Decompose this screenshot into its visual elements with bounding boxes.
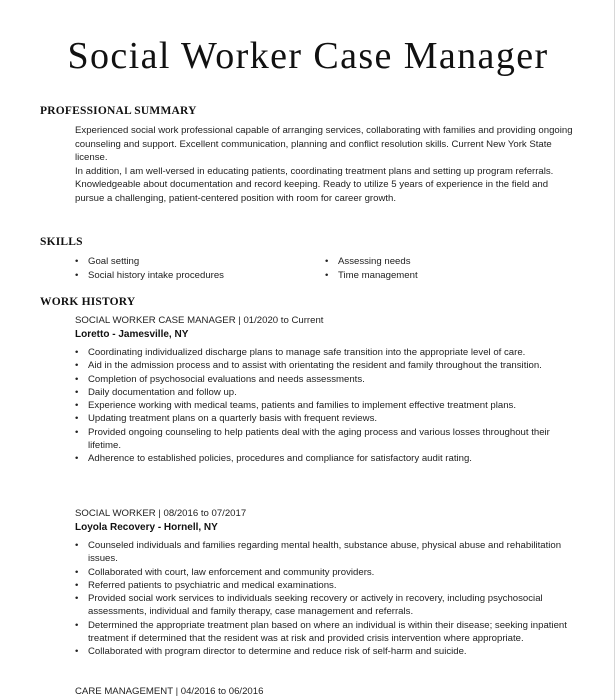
skill-item: • Goal setting xyxy=(75,256,140,267)
section-title-skills: SKILLS xyxy=(40,236,83,248)
summary-body xyxy=(75,124,580,206)
bullet-icon: • xyxy=(75,270,79,281)
job-employer: Loretto - Jamesville, NY xyxy=(75,329,189,340)
bullet-icon: • xyxy=(75,540,79,551)
duty-item: • Completion of psychosocial evaluations and needs assessments. xyxy=(75,373,365,385)
job-duties-list xyxy=(75,346,580,466)
skills-column-left xyxy=(75,255,224,283)
bullet-icon: • xyxy=(75,360,79,372)
bullet-icon: • xyxy=(75,566,79,578)
bullet-icon: • xyxy=(75,413,79,425)
bullet-icon: • xyxy=(325,256,329,267)
skills-column-right xyxy=(325,255,418,283)
resume-name-heading: Social Worker Case Manager xyxy=(67,35,549,77)
job-title-line xyxy=(75,508,246,519)
bullet-icon: • xyxy=(75,453,79,465)
job-duties-list xyxy=(75,539,580,659)
skill-item: • Time management xyxy=(325,270,418,281)
bullet-icon: • xyxy=(75,646,79,658)
bullet-icon: • xyxy=(75,256,79,267)
job-dates: | 01/2020 to Current xyxy=(235,315,324,326)
duty-item: • Aid in the admission process and to assist with orientating the resident and family throughout the transition. xyxy=(75,360,542,372)
job-title-line xyxy=(75,315,323,326)
section-title-summary: PROFESSIONAL SUMMARY xyxy=(40,105,197,117)
job-employer: Loyola Recovery - Hornell, NY xyxy=(75,522,218,533)
duty-item: • Provided social work services to individuals seeking recovery or actively in recovery, including psychosocial assessments, individual and family therapy, case management and referrals. xyxy=(75,593,543,618)
page-edge-rule xyxy=(614,0,615,700)
bullet-icon: • xyxy=(75,347,79,358)
duty-item: • Adherence to established policies, procedures and compliance for satisfactory audit rating. xyxy=(75,453,472,465)
duty-item: • Referred patients to psychiatric and medical examinations. xyxy=(75,579,337,591)
bullet-icon: • xyxy=(325,270,329,281)
duty-item: • Daily documentation and follow up. xyxy=(75,386,237,398)
duty-item: • Updating treatment plans on a quarterly basis with frequent reviews. xyxy=(75,413,378,425)
skill-item: • Social history intake procedures xyxy=(75,270,224,281)
job-role: SOCIAL WORKER xyxy=(75,508,156,519)
bullet-icon: • xyxy=(75,579,79,591)
skill-item: • Assessing needs xyxy=(325,256,411,267)
job-dates: | 08/2016 to 07/2017 xyxy=(155,508,247,519)
bullet-icon: • xyxy=(75,619,79,631)
duty-item: • Experience working with medical teams, patients and families to implement effective treatment plans. xyxy=(75,400,517,412)
duty-item: • Coordinating individualized discharge plans to manage safe transition into the appropriate level of care. xyxy=(75,347,526,358)
summary-paragraph: Experienced social work professional capable of arranging services, collaborating with families and providing ongoing counseling and support. Excellent communication, planning and conflict resolution skills. Current New York State license. xyxy=(75,125,573,164)
bullet-icon: • xyxy=(75,373,79,385)
job-title-line xyxy=(75,686,263,697)
bullet-icon: • xyxy=(75,593,79,605)
job-role: SOCIAL WORKER CASE MANAGER xyxy=(75,315,236,326)
bullet-icon: • xyxy=(75,386,79,398)
summary-paragraph: In addition, I am well-versed in educating patients, coordinating treatment plans and setting up program referrals. Knowledgeable about documentation and record keeping. Ready to utilize 5 years of experience in the field and pursue a challenging, patient-centered position with room for career growth. xyxy=(75,165,554,204)
bullet-icon: • xyxy=(75,400,79,412)
duty-item: • Provided ongoing counseling to help patients deal with the aging process and various losses throughout their lifetime. xyxy=(75,426,550,452)
duty-item: • Determined the appropriate treatment plan based on where an individual is within their disease; seeking inpatient treatment if determined that the resident was at risk and provided crisis intervention where appropriate. xyxy=(75,619,567,645)
bullet-icon: • xyxy=(75,426,79,438)
duty-item: • Counseled individuals and families regarding mental health, substance abuse, physical abuse and rehabilitation issues. xyxy=(75,540,562,565)
section-title-work-history: WORK HISTORY xyxy=(40,296,136,308)
duty-item: • Collaborated with court, law enforcement and community providers. xyxy=(75,566,375,578)
job-role: CARE MANAGEMENT xyxy=(75,686,173,697)
duty-item: • Collaborated with program director to determine and reduce risk of self-harm and suicide. xyxy=(75,646,467,658)
job-dates: | 04/2016 to 06/2016 xyxy=(172,686,264,697)
